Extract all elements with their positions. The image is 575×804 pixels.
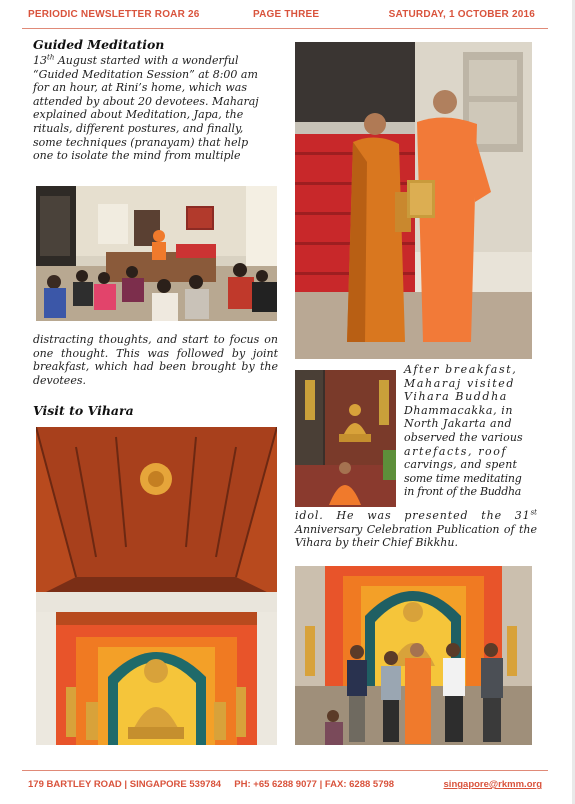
- monks-presentation-photo: [295, 42, 532, 359]
- paragraph-line: Vihara Buddha: [404, 390, 508, 404]
- footer-rule: [22, 770, 548, 771]
- page-label: PAGE THREE: [253, 9, 320, 20]
- paragraph-line: some time meditating: [404, 471, 522, 485]
- paragraph-line: some techniques (pranayam) that help: [33, 135, 249, 149]
- paragraph-line: rituals, different postures, and finally,: [33, 121, 244, 135]
- group-photo-vihara: [295, 566, 532, 745]
- vihara-visit-paragraph: [404, 363, 537, 499]
- ordinal-suffix: st: [530, 508, 537, 517]
- paragraph-line: “Guided Meditation Session” at 8:00 am: [33, 67, 258, 81]
- meditation-session-photo: [36, 186, 277, 321]
- paragraph-line: artefacts, roof: [404, 444, 508, 458]
- contact-address: 179 BARTLEY ROAD | SINGAPORE 539784 PH: +65 6288 9077 | FAX: 6288 5798: [28, 779, 395, 790]
- issue-date: SATURDAY, 1 OCTOBER 2016: [388, 9, 535, 20]
- paragraph-line: one to isolate the mind from multiple: [33, 149, 241, 163]
- presentation-line: idol. He was presented the 31: [295, 509, 531, 522]
- newsletter-name: PERIODIC NEWSLETTER ROAR 26: [28, 9, 200, 20]
- guided-meditation-heading: Guided Meditation: [33, 37, 165, 52]
- paragraph-line: carvings, and spent: [404, 458, 518, 472]
- guided-meditation-paragraph-1: [33, 54, 278, 163]
- paragraph-line: for an hour, at Rini’s home, which was: [33, 81, 247, 95]
- paragraph-line: observed the various: [404, 430, 523, 444]
- vihara-ceiling-buddha-photo: [36, 427, 277, 745]
- paragraph-line: Dhammacakka, in: [404, 403, 514, 417]
- paragraph-line: in front of the Buddha: [404, 485, 522, 499]
- header-rule: [22, 28, 548, 29]
- paragraph-line: Maharaj visited: [404, 376, 516, 390]
- visit-to-vihara-heading: Visit to Vihara: [33, 403, 134, 418]
- presentation-line-rest: Anniversary Celebration Publication of the Vihara by their Chief Bikkhu.: [295, 522, 537, 550]
- guided-meditation-paragraph-2: distracting thoughts, and start to focus on one thought. This was followed by joint breakfast, which had been brought by the devotees.: [33, 333, 278, 387]
- paragraph-line: explained about Meditation, Japa, the: [33, 108, 244, 122]
- paragraph-line: August started with a wonderful: [57, 54, 239, 67]
- paragraph-line: North Jakarta and: [404, 417, 512, 431]
- paragraph-line: After breakfast,: [404, 363, 518, 376]
- date-suffix: th: [47, 53, 55, 62]
- date-day: 13: [33, 54, 47, 67]
- paragraph-line: attended by about 20 devotees. Maharaj: [33, 94, 259, 108]
- vihara-visit-paragraph-continued: [295, 509, 537, 550]
- email-link[interactable]: singapore@rkmm.org: [443, 779, 542, 790]
- monk-meditating-photo: [295, 370, 396, 507]
